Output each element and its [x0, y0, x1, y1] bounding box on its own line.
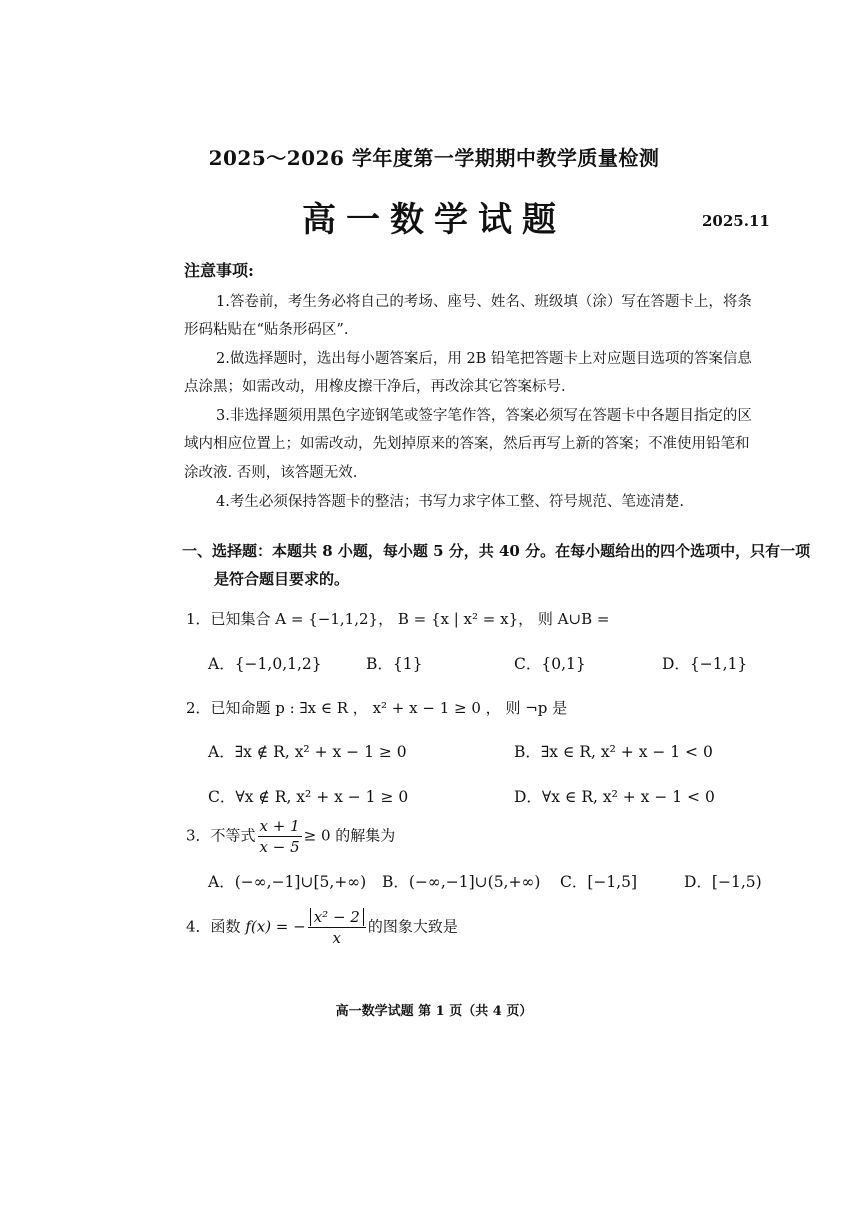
- question-2-option-a: A．∃x ∉ R, x² + x − 1 ≥ 0: [208, 743, 407, 761]
- question-2-option-d: D．∀x ∈ R, x² + x − 1 < 0: [514, 788, 715, 806]
- notice-line: 1.答卷前，考生务必将自己的考场、座号、姓名、班级填（涂）写在答题卡上，将条: [216, 294, 752, 310]
- question-3-stem: [186, 817, 395, 856]
- question-1-option-c: C．{0,1}: [514, 655, 586, 673]
- question-3-option-a: A．(−∞,−1]∪[5,+∞): [208, 873, 367, 891]
- notice-heading: 注意事项:: [184, 261, 254, 280]
- question-3-fraction: [258, 817, 302, 856]
- notice-line: 2.做选择题时，选出每小题答案后，用 2B 铅笔把答题卡上对应题目选项的答案信息: [216, 351, 752, 367]
- question-4-stem: [186, 908, 458, 947]
- section-heading: 一、选择题：本题共 8 小题，每小题 5 分，共 40 分。在每小题给出的四个选项中，只有一项: [182, 542, 811, 560]
- question-1-stem: 1．已知集合 A = {−1,1,2}， B = {x | x² = x}， 则 A∪B =: [186, 610, 610, 628]
- exam-title: 2025～2026 学年度第一学期期中教学质量检测: [208, 146, 660, 170]
- question-2-option-c: C．∀x ∉ R, x² + x − 1 ≥ 0: [208, 788, 409, 806]
- page-footer: 高一数学试题 第 1 页（共 4 页）: [335, 1004, 533, 1019]
- question-1-option-a: A．{−1,0,1,2}: [208, 655, 322, 673]
- fraction-denominator: x: [308, 927, 366, 947]
- question-3-option-b: B．(−∞,−1]∪(5,+∞): [382, 873, 541, 891]
- question-4-stem-prefix: 4．函数: [186, 917, 241, 936]
- section-heading-cont: 是符合题目要求的。: [214, 570, 350, 588]
- question-1-option-b: B．{1}: [366, 655, 423, 673]
- fraction-denominator: x − 5: [259, 838, 300, 856]
- notice-line: 形码粘贴在“贴条形码区”.: [184, 322, 349, 338]
- exam-date: 2025.11: [702, 212, 770, 230]
- fraction-numerator: x + 1: [259, 817, 300, 835]
- notice-line: 域内相应位置上；如需改动，先划掉原来的答案，然后再写上新的答案；不准使用铅笔和: [184, 436, 750, 452]
- fraction-numerator: x² − 2: [310, 908, 364, 926]
- question-3-stem-suffix: ≥ 0 的解集为: [303, 826, 396, 845]
- notice-line: 点涂黑；如需改动，用橡皮擦干净后，再改涂其它答案标号.: [184, 379, 566, 395]
- question-2-option-b: B．∃x ∈ R, x² + x − 1 < 0: [514, 743, 713, 761]
- question-4-stem-suffix: 的图象大致是: [367, 917, 458, 936]
- question-3-option-c: C．[−1,5]: [560, 873, 638, 891]
- subject-title: 高一数学试题: [302, 200, 566, 240]
- notice-line: 4.考生必须保持答题卡的整洁；书写力求字体工整、符号规范、笔迹清楚.: [216, 494, 684, 510]
- question-4-function: f(x) = −: [245, 917, 306, 936]
- question-3-stem-prefix: 3．不等式: [186, 826, 256, 845]
- question-2-stem: 2．已知命题 p : ∃x ∈ R ， x² + x − 1 ≥ 0 ， 则 ¬p 是: [186, 699, 568, 717]
- question-1-option-d: D．{−1,1}: [662, 655, 748, 673]
- notice-line: 3.非选择题须用黑色字迹钢笔或签字笔作答，答案必须写在答题卡中各题目指定的区: [216, 408, 752, 424]
- notice-line: 涂改液. 否则，该答题无效.: [184, 465, 358, 481]
- question-3-option-d: D．[−1,5): [684, 873, 762, 891]
- question-4-fraction: [308, 908, 366, 947]
